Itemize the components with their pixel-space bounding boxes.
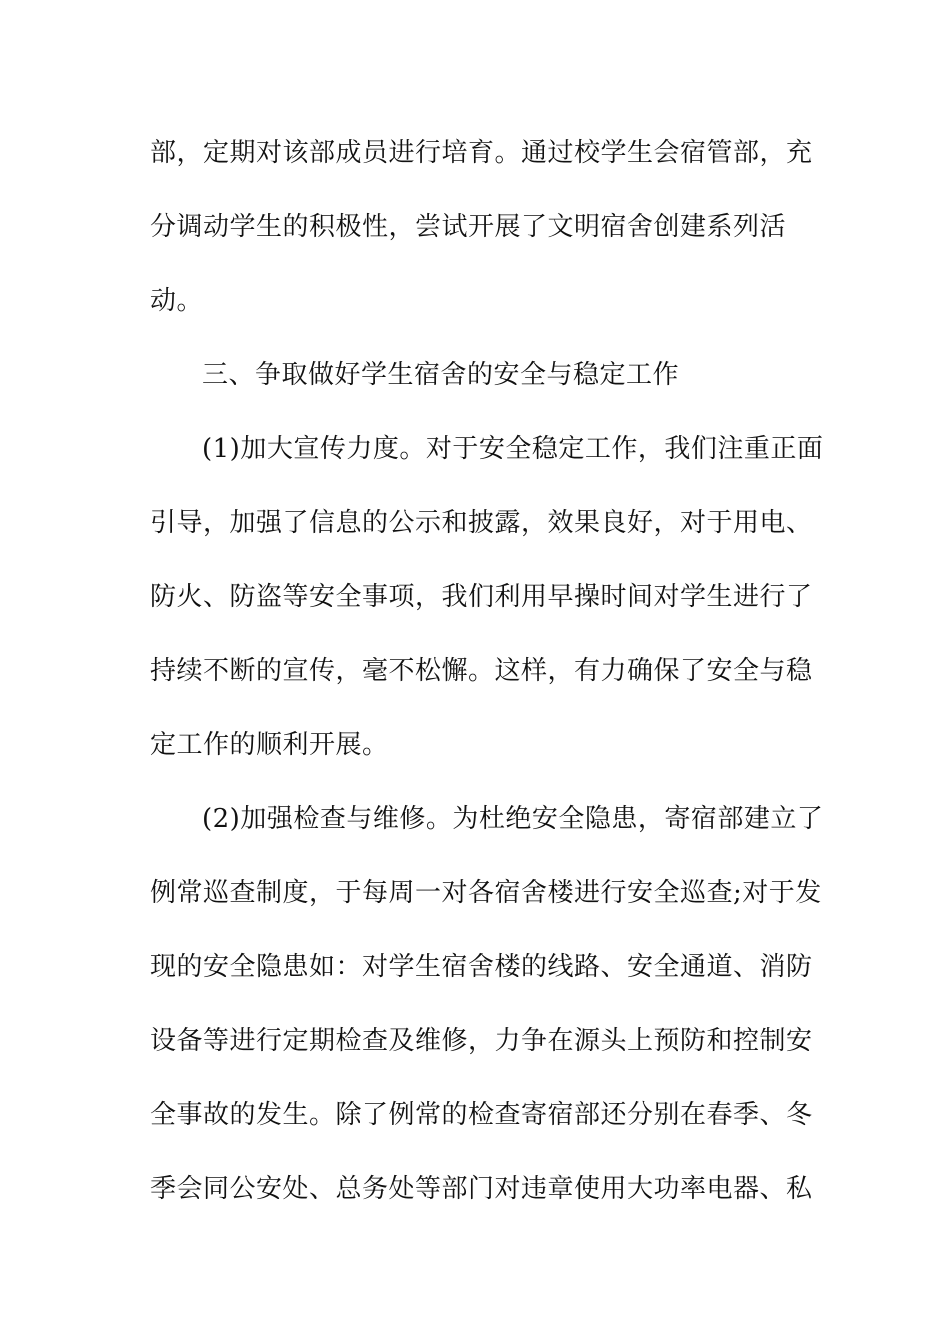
text-line-11: 例常巡查制度，于每周一对各宿舍楼进行安全巡查;对于发 — [150, 878, 822, 908]
text-line-12: 现的安全隐患如：对学生宿舍楼的线路、安全通道、消防 — [150, 952, 813, 982]
text-line-15: 季会同公安处、总务处等部门对违章使用大功率电器、私 — [150, 1174, 813, 1204]
section-heading: 三、争取做好学生宿舍的安全与稳定工作 — [202, 360, 680, 390]
text-line-2: 分调动学生的积极性，尝试开展了文明宿舍创建系列活 — [150, 212, 787, 242]
text-line-3: 动。 — [150, 286, 204, 316]
text-line-14: 全事故的发生。除了例常的检查寄宿部还分别在春季、冬 — [150, 1100, 813, 1130]
text-line-8: 持续不断的宣传，毫不松懈。这样，有力确保了安全与稳 — [150, 656, 813, 686]
text-line-6: 引导，加强了信息的公示和披露，效果良好，对于用电、 — [150, 508, 813, 538]
text-line-7: 防火、防盗等安全事项，我们利用早操时间对学生进行了 — [150, 582, 813, 612]
text-line-9: 定工作的顺利开展。 — [150, 730, 389, 760]
text-line-13: 设备等进行定期检查及维修，力争在源头上预防和控制安 — [150, 1026, 813, 1056]
text-line-10: (2)加强检查与维修。为杜绝安全隐患，寄宿部建立了 — [202, 804, 824, 834]
text-line-5: (1)加大宣传力度。对于安全稳定工作，我们注重正面 — [202, 434, 824, 464]
text-line-1: 部，定期对该部成员进行培育。通过校学生会宿管部，充 — [150, 138, 813, 168]
